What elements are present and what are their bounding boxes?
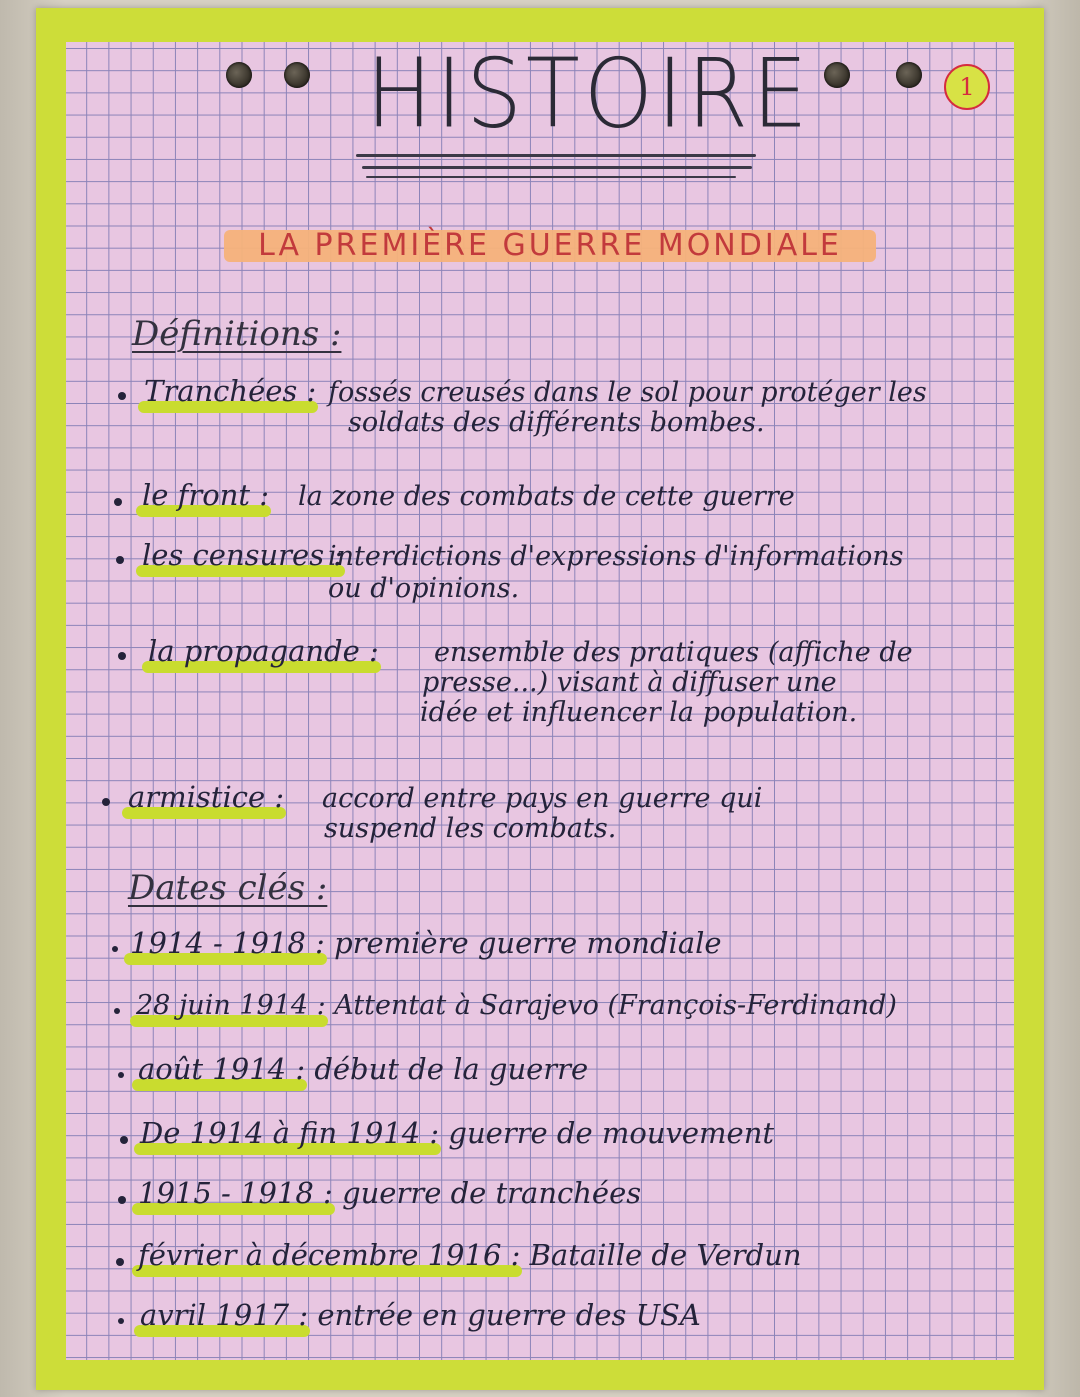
definition-item	[142, 540, 343, 571]
date-label	[138, 1178, 333, 1209]
bullet-dot	[114, 498, 122, 506]
definition-text: accord entre pays en guerre qui	[322, 783, 763, 814]
event-text: guerre de tranchées	[342, 1176, 642, 1210]
definition-text: presse...) visant à diffuser une	[422, 667, 837, 698]
event-text: début de la guerre	[314, 1052, 589, 1086]
date-item	[138, 1178, 641, 1209]
definition-term	[144, 376, 316, 407]
bullet-dot	[118, 1196, 126, 1204]
date-text: février à décembre 1916 :	[138, 1238, 521, 1272]
definition-term	[142, 540, 343, 571]
date-text: août 1914 :	[138, 1052, 306, 1086]
bullet-dot	[114, 1008, 120, 1014]
binder-hole	[284, 62, 310, 88]
binder-hole	[226, 62, 252, 88]
event-text: entrée en guerre des USA	[317, 1298, 701, 1332]
date-item	[140, 1300, 701, 1331]
definition-term	[128, 782, 284, 813]
bullet-dot	[118, 1072, 124, 1078]
dates-heading	[128, 868, 327, 908]
event-text: Bataille de Verdun	[529, 1238, 802, 1272]
date-label	[130, 928, 325, 959]
event-text: guerre de mouvement	[448, 1116, 775, 1150]
date-item	[136, 990, 897, 1021]
term-text: armistice :	[128, 780, 285, 814]
bullet-dot	[120, 1136, 128, 1144]
bullet-dot	[112, 946, 118, 952]
definition-text: fossés creusés dans le sol pour protéger les	[328, 377, 927, 408]
definition-term	[142, 480, 269, 511]
title-underline	[366, 176, 736, 178]
grid-paper	[66, 42, 1014, 1360]
bullet-dot	[118, 392, 126, 400]
date-label	[138, 1054, 305, 1085]
bullet-dot	[116, 1258, 124, 1266]
term-text: les censures :	[142, 538, 344, 572]
page-title: HISTOIRE	[366, 42, 812, 150]
bullet-dot	[118, 1318, 124, 1324]
event-text: Attentat à Sarajevo (François-Ferdinand)	[334, 990, 897, 1021]
date-label	[136, 990, 326, 1021]
date-text: avril 1917 :	[140, 1298, 309, 1332]
date-item	[138, 1054, 588, 1085]
definition-text: idée et influencer la population.	[420, 697, 858, 728]
binder-hole	[824, 62, 850, 88]
date-text: 1914 - 1918 :	[130, 926, 325, 960]
notebook-sheet	[36, 8, 1044, 1390]
term-text: Tranchées :	[144, 374, 317, 408]
event-text: première guerre mondiale	[334, 926, 722, 960]
definition-text: interdictions d'expressions d'informations	[328, 541, 904, 572]
date-item	[140, 1118, 774, 1149]
definition-text: soldats des différents bombes.	[348, 407, 765, 438]
definitions-heading	[132, 314, 341, 354]
binder-hole	[896, 62, 922, 88]
title-underline	[362, 166, 752, 169]
date-text: 1915 - 1918 :	[138, 1176, 333, 1210]
title-underline	[356, 154, 756, 157]
definition-item	[142, 480, 269, 511]
page-number-badge: 1	[944, 64, 990, 110]
date-label	[138, 1240, 520, 1271]
definition-term	[148, 636, 379, 667]
term-text: le front :	[142, 478, 270, 512]
definition-item	[128, 782, 284, 813]
date-item	[130, 928, 722, 959]
definition-item	[144, 376, 316, 407]
definition-text: la zone des combats de cette guerre	[298, 481, 795, 512]
dates-heading-text: Dates clés :	[128, 868, 328, 908]
date-item	[138, 1240, 802, 1271]
definition-text: ensemble des pratiques (affiche de	[434, 637, 913, 668]
definition-text: ou d'opinions.	[328, 573, 520, 604]
date-text: 28 juin 1914 :	[136, 990, 326, 1021]
definition-text: suspend les combats.	[324, 813, 617, 844]
term-text: la propagande :	[148, 634, 379, 668]
definitions-heading-text: Définitions :	[132, 314, 342, 354]
date-text: De 1914 à fin 1914 :	[140, 1116, 440, 1150]
bullet-dot	[116, 556, 124, 564]
definition-item	[148, 636, 379, 667]
chapter-subtitle: LA PREMIÈRE GUERRE MONDIALE	[258, 228, 842, 263]
date-label	[140, 1300, 308, 1331]
bullet-dot	[102, 798, 110, 806]
bullet-dot	[118, 652, 126, 660]
date-label	[140, 1118, 439, 1149]
